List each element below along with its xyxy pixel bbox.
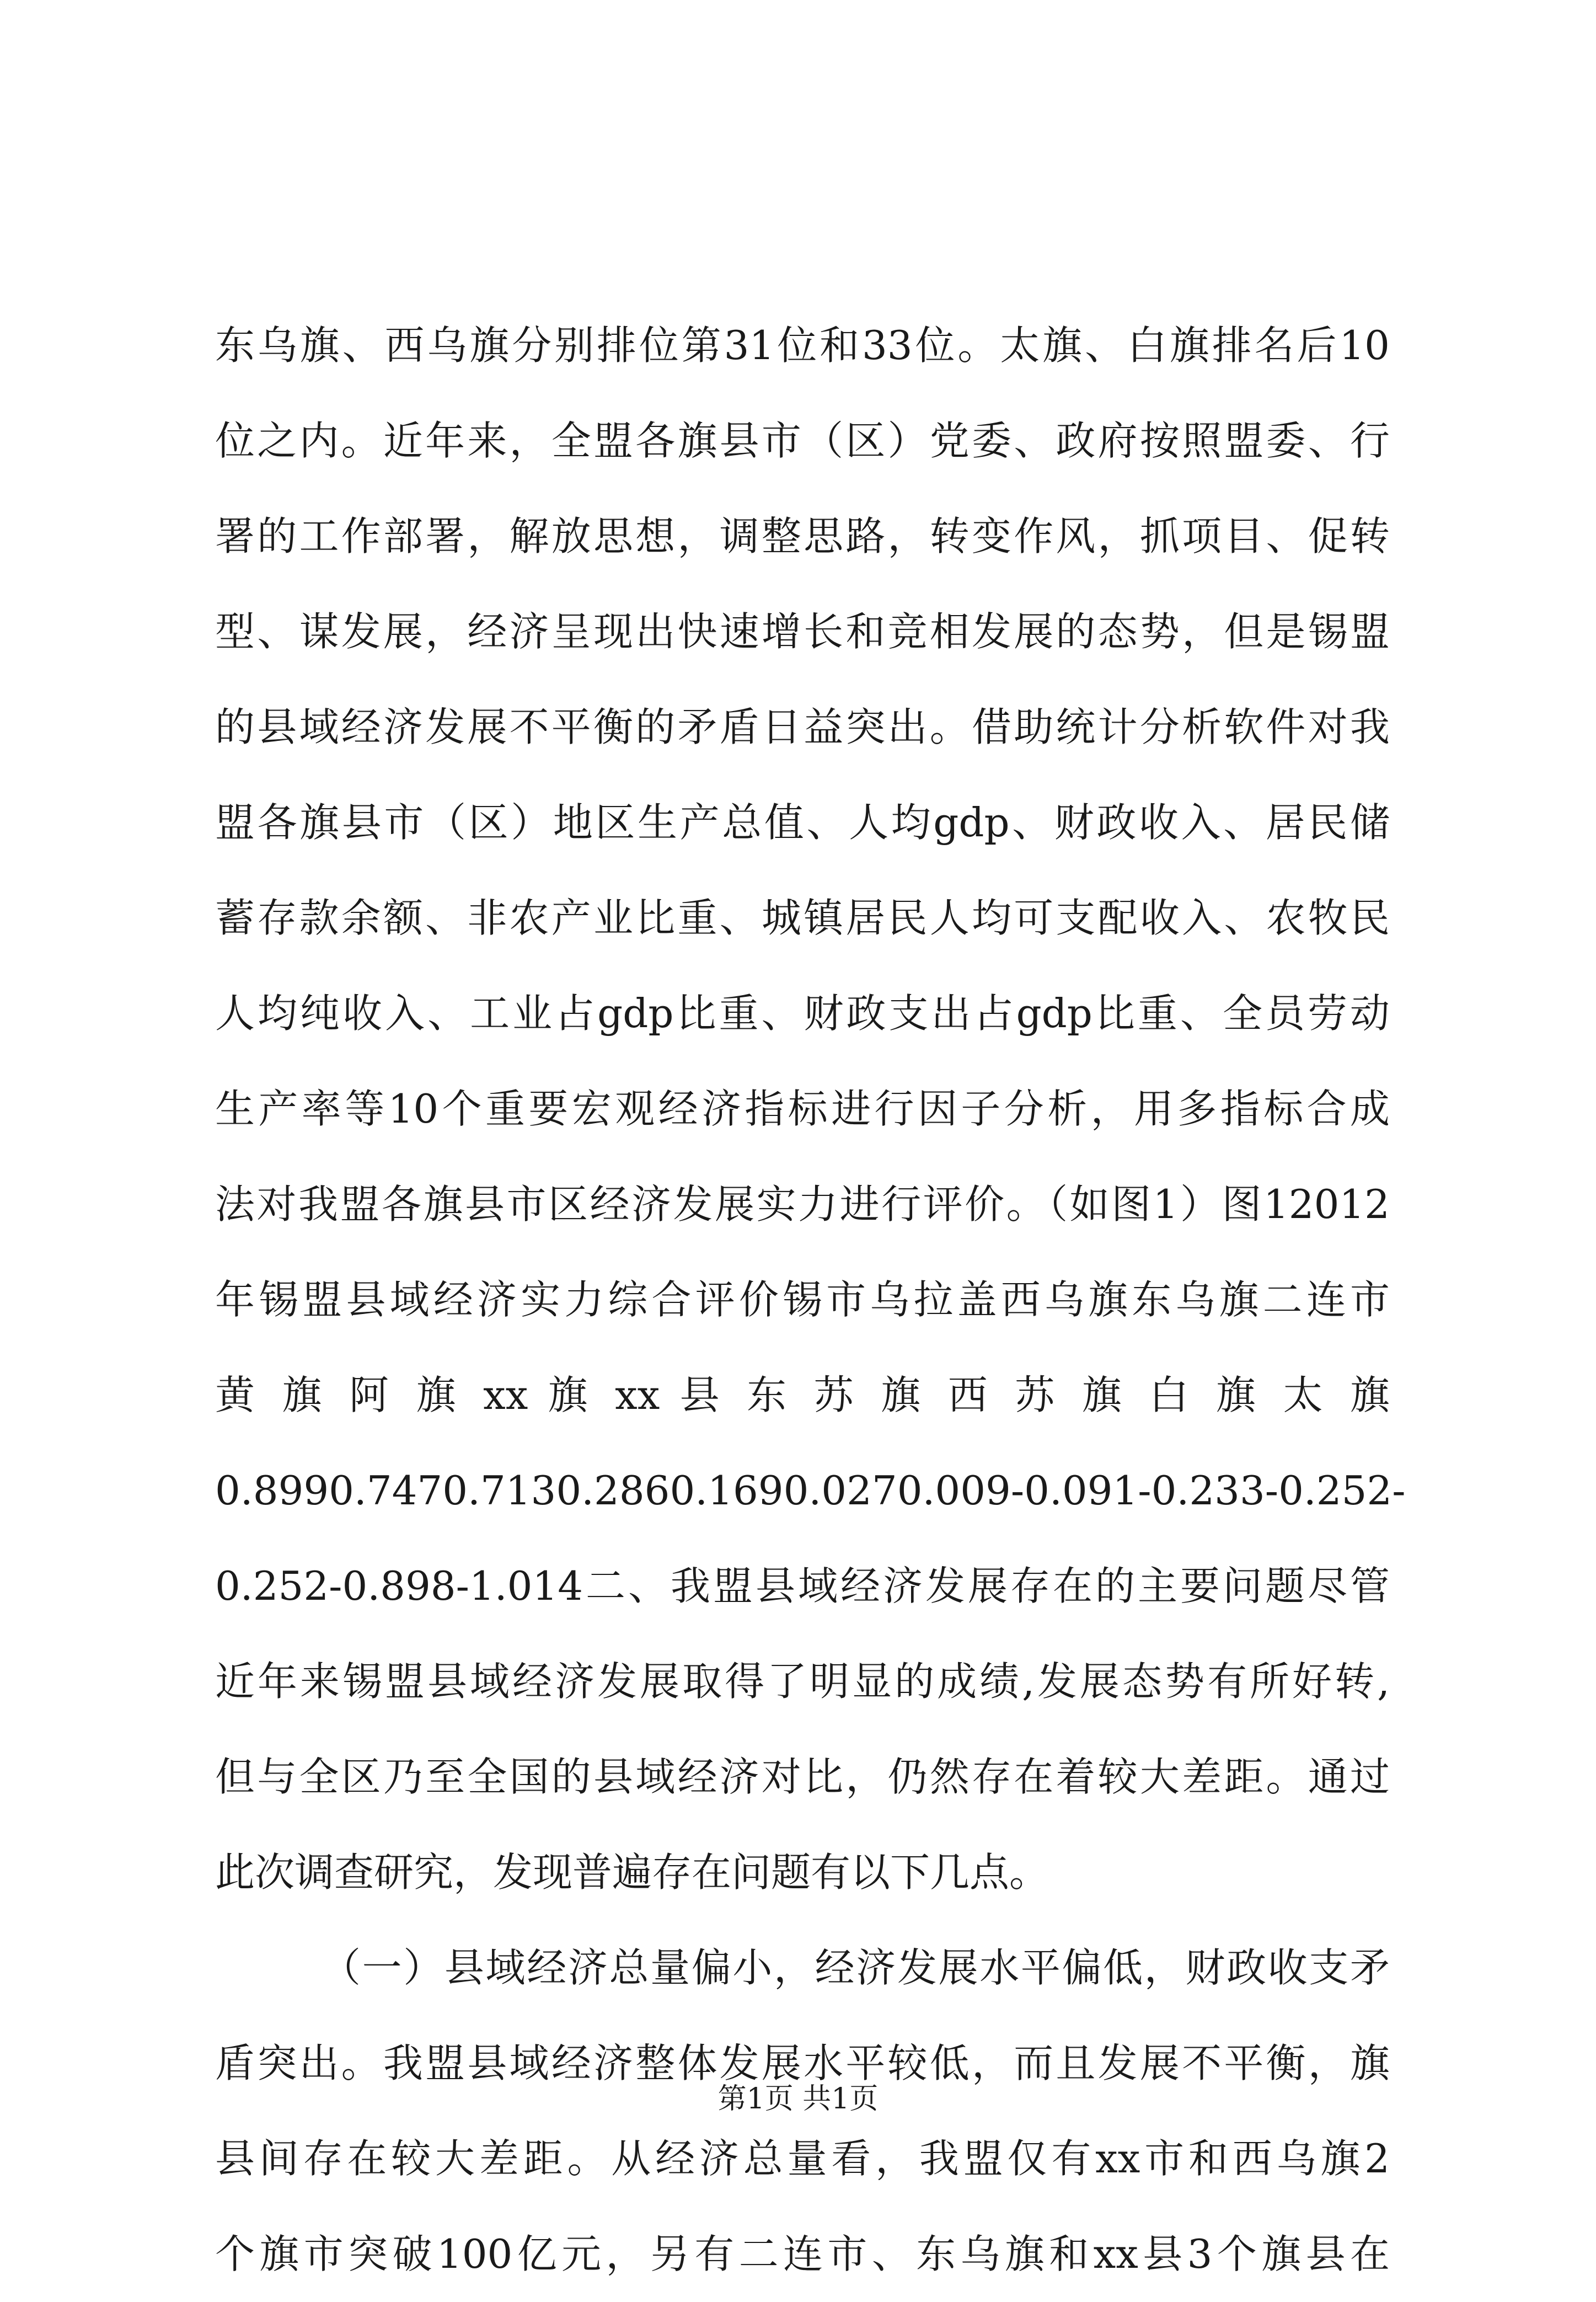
page-number-label: 第1页 共1页: [717, 2082, 879, 2116]
text-line: 盟各旗县市（区）地区生产总值、人均gdp、财政收入、居民储: [215, 799, 1390, 846]
text-line: 位之内。近年来，全盟各旗县市（区）党委、政府按照盟委、行: [215, 418, 1390, 464]
text-line: （一）县域经济总量偏小，经济发展水平偏低，财政收支矛: [321, 1945, 1390, 1991]
text-line: 人均纯收入、工业占gdp比重、财政支出占gdp比重、全员劳动: [215, 990, 1390, 1037]
text-line: 年锡盟县域经济实力综合评价锡市乌拉盖西乌旗东乌旗二连市: [215, 1276, 1390, 1323]
text-line: 盾突出。我盟县域经济整体发展水平较低，而且发展不平衡，旗: [215, 2040, 1390, 2086]
text-line: 县间存在较大差距。从经济总量看，我盟仅有xx市和西乌旗2: [215, 2135, 1390, 2182]
text-line: 黄 旗 阿 旗 xx 旗 xx 县 东 苏 旗 西 苏 旗 白 旗 太 旗: [215, 1372, 1390, 1418]
body-text: [215, 298, 1406, 2302]
text-line: 型、谋发展，经济呈现出快速增长和竞相发展的态势，但是锡盟: [215, 608, 1390, 655]
text-line: 0.252-0.898-1.014二、我盟县域经济发展存在的主要问题尽管: [215, 1563, 1390, 1609]
text-line: 个旗市突破100亿元，另有二连市、东乌旗和xx县3个旗县在: [215, 2231, 1390, 2277]
page-footer: [0, 2080, 1596, 2118]
text-line: 署的工作部署，解放思想，调整思路，转变作风，抓项目、促转: [215, 513, 1390, 559]
text-line: 此次调查研究，发现普遍存在问题有以下几点。: [215, 1849, 1049, 1895]
text-line: 东乌旗、西乌旗分别排位第31位和33位。太旗、白旗排名后10: [215, 322, 1390, 368]
text-line: 的县域经济发展不平衡的矛盾日益突出。借助统计分析软件对我: [215, 704, 1390, 750]
text-line: 法对我盟各旗县市区经济发展实力进行评价。（如图1）图12012: [215, 1181, 1390, 1227]
text-line: 0.8990.7470.7130.2860.1690.0270.009-0.091-0.233-0.252-: [215, 1467, 1406, 1514]
text-line: 近年来锡盟县域经济发展取得了明显的成绩,发展态势有所好转,: [215, 1658, 1390, 1705]
text-line: 生产率等10个重要宏观经济指标进行因子分析，用多指标合成: [215, 1086, 1390, 1132]
text-line: 蓄存款余额、非农产业比重、城镇居民人均可支配收入、农牧民: [215, 895, 1390, 941]
text-line: 但与全区乃至全国的县域经济对比，仍然存在着较大差距。通过: [215, 1754, 1390, 1800]
